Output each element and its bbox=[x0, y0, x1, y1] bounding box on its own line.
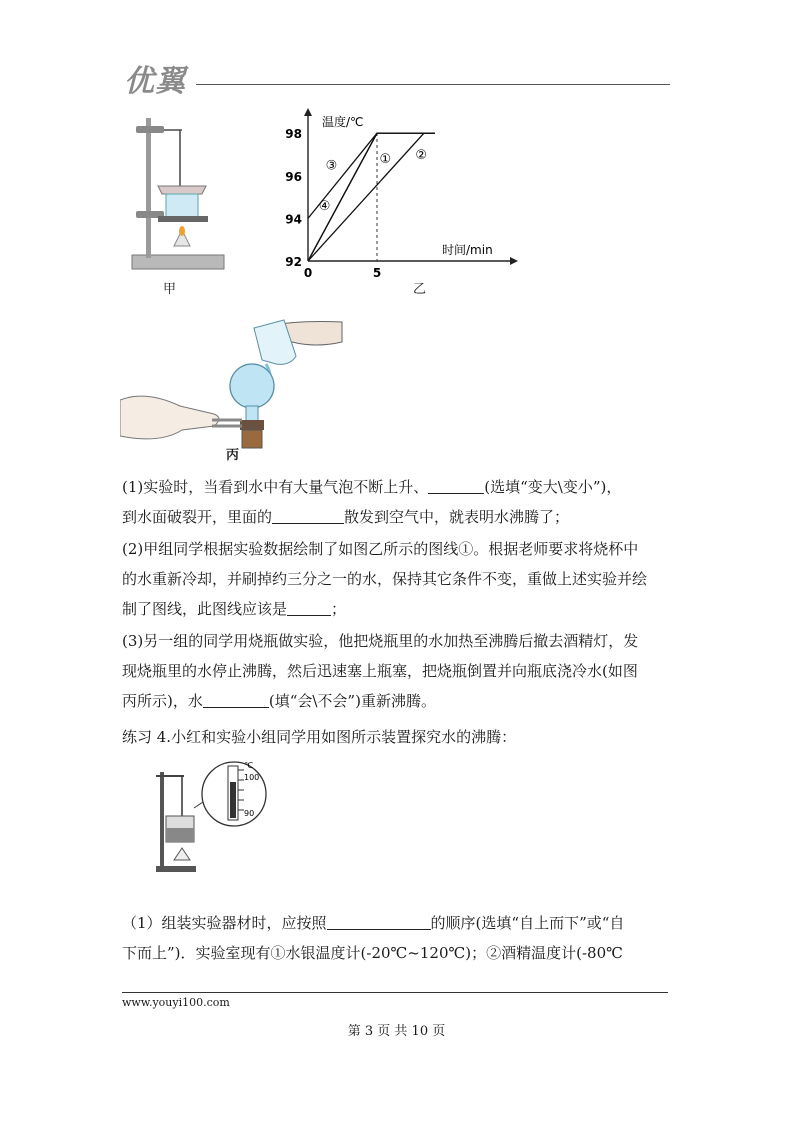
x-tick-5: 5 bbox=[372, 266, 382, 280]
question-2-text-c: 制了图线，此图线应该是 bbox=[122, 600, 288, 618]
header-logo: 优翼 bbox=[124, 64, 186, 99]
answer-blank-5[interactable] bbox=[327, 913, 431, 930]
y-tick-98: 98 bbox=[285, 127, 302, 142]
exercise-4-question-1 bbox=[122, 908, 674, 968]
y-tick-96: 96 bbox=[285, 169, 302, 184]
y-tick-94: 94 bbox=[285, 212, 302, 227]
figure-yi-label: 乙 bbox=[413, 282, 427, 297]
answer-blank-3[interactable] bbox=[287, 599, 331, 616]
question-3-text-c: 丙所示)，水 bbox=[122, 692, 203, 710]
footer-divider bbox=[122, 992, 668, 993]
page-number: 第 3 页 共 10 页 bbox=[347, 1024, 446, 1039]
question-3-line-1: (3)另一组的同学用烧瓶做实验，他把烧瓶里的水加热至沸腾后撤去酒精灯，发 bbox=[122, 632, 639, 650]
exercise-4-q1-text-c: 下而上”)．实验室现有①水银温度计(-20℃~120℃)；②酒精温度计(-80℃ bbox=[122, 944, 623, 962]
scale-bottom-label: 90 bbox=[244, 809, 255, 818]
question-2-line-2: 的水重新冷却，并刷掉约三分之一的水，保持其它条件不变，重做上述实验并绘 bbox=[122, 570, 648, 588]
exercise-4-q1-text-b: 的顺序(选填“自上而下”或“自 bbox=[430, 914, 625, 932]
question-1 bbox=[122, 472, 674, 532]
series-label-3: ③ bbox=[325, 158, 338, 174]
figure-jia-label: 甲 bbox=[163, 282, 177, 297]
y-tick-92: 92 bbox=[285, 255, 302, 269]
question-3-line-2: 现烧瓶里的水停止沸腾，然后迅速塞上瓶塞，把烧瓶倒置并向瓶底浇冷水(如图 bbox=[122, 662, 638, 680]
apparatus-jia-figure bbox=[128, 112, 232, 274]
question-2 bbox=[122, 534, 674, 624]
series-label-1: ① bbox=[379, 152, 392, 168]
answer-blank-1[interactable] bbox=[428, 477, 484, 494]
temperature-time-chart bbox=[282, 106, 522, 284]
series-label-2: ② bbox=[415, 147, 427, 163]
figure-bing-label: 丙 bbox=[226, 448, 240, 463]
series-label-4: ④ bbox=[318, 198, 331, 214]
question-1-text-c: 到水面破裂开，里面的 bbox=[122, 508, 273, 526]
scale-top-label: 100 bbox=[244, 773, 260, 782]
question-3 bbox=[122, 626, 674, 716]
footer-url: www.youyi100.com bbox=[122, 996, 230, 1009]
exercise-4-heading: 练习 4.小红和实验小组同学用如图所示装置探究水的沸腾： bbox=[122, 728, 517, 746]
question-2-text-d: ； bbox=[331, 600, 347, 618]
question-1-text-a: (1)实验时，当看到水中有大量气泡不断上升、 bbox=[122, 478, 429, 496]
question-2-line-1: (2)甲组同学根据实验数据绘制了如图乙所示的图线①。根据老师要求将烧杯中 bbox=[122, 540, 639, 558]
scale-unit: ℃ bbox=[244, 761, 253, 770]
header-divider bbox=[196, 84, 670, 85]
question-1-text-d: 散发到空气中，就表明水沸腾了； bbox=[344, 508, 570, 526]
exercise-4-q1-text-a: （1）组装实验器材时，应按照 bbox=[122, 914, 327, 932]
chart-x-axis-title: 时间/min bbox=[442, 243, 493, 257]
flask-bing-figure bbox=[120, 312, 350, 462]
question-3-text-d: (填“会\不会”)重新沸腾。 bbox=[268, 692, 436, 710]
answer-blank-4[interactable] bbox=[203, 691, 269, 708]
x-tick-0: 0 bbox=[303, 266, 313, 280]
question-1-text-b: (选填“变大\变小”)， bbox=[484, 478, 622, 496]
chart-y-axis-title: 温度/℃ bbox=[322, 115, 364, 129]
apparatus-exercise-4-figure bbox=[152, 756, 272, 876]
answer-blank-2[interactable] bbox=[272, 507, 344, 524]
